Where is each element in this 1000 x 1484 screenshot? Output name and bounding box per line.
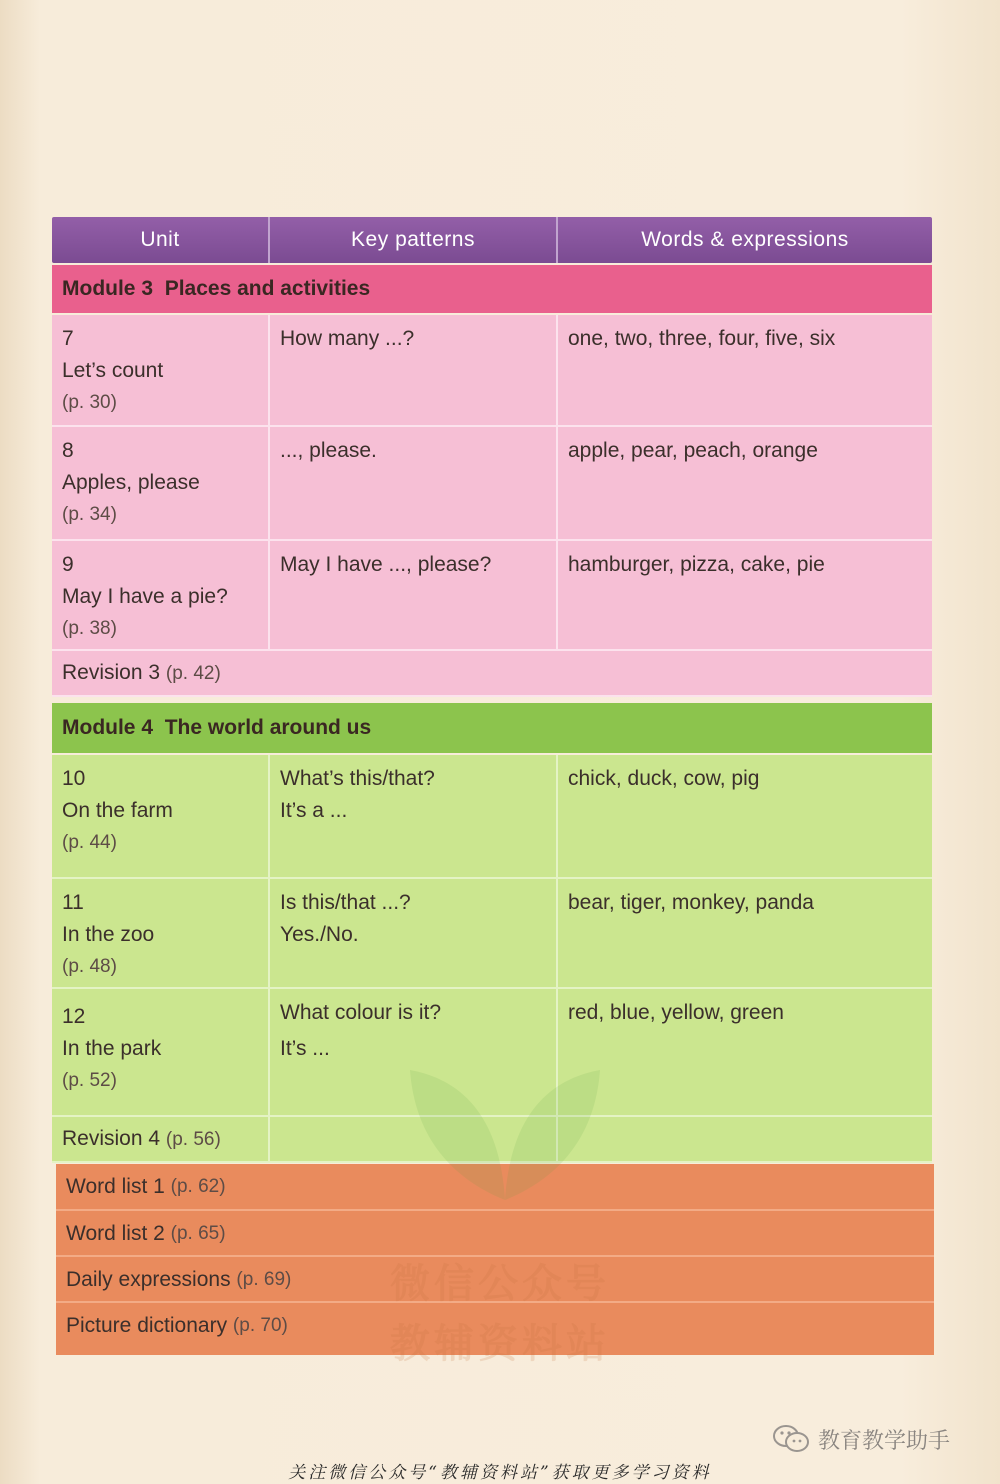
unit-cell	[52, 989, 270, 1115]
unit-page: (p. 48)	[62, 956, 117, 977]
footer-account	[772, 1420, 950, 1458]
unit-title: In the park	[62, 1037, 162, 1060]
table-row-unit-9	[52, 541, 932, 651]
key-pattern: What’s this/that?	[280, 767, 435, 790]
unit-title: Apples, please	[62, 471, 200, 494]
key-patterns-cell	[270, 755, 558, 877]
revision-cell	[52, 651, 932, 695]
leaf-watermark-icon	[395, 1060, 615, 1210]
module-3-header	[52, 265, 932, 313]
appendix-page: (p. 70)	[232, 1315, 288, 1336]
appendix-page: (p. 62)	[170, 1176, 226, 1197]
unit-page: (p. 38)	[62, 618, 117, 639]
footer-account-name: 教育教学助手	[818, 1427, 951, 1453]
unit-page: (p. 34)	[62, 504, 117, 525]
words-cell	[558, 879, 932, 987]
appendix-label: Daily expressions	[66, 1268, 231, 1291]
words: one, two, three, four, five, six	[568, 327, 836, 350]
unit-cell	[52, 541, 270, 649]
revision-label: Revision 3	[62, 661, 161, 684]
table-row-revision-3	[52, 651, 932, 697]
revision-page: (p. 42)	[165, 663, 221, 684]
words: red, blue, yellow, green	[568, 1001, 784, 1024]
unit-cell	[52, 315, 270, 425]
key-patterns-cell	[270, 315, 558, 425]
module-label: Module 4	[62, 716, 154, 739]
table-row-unit-11	[52, 879, 932, 989]
words: apple, pear, peach, orange	[568, 439, 818, 462]
key-pattern: ..., please.	[280, 439, 377, 462]
header-unit: Unit	[52, 217, 270, 263]
unit-title: Let’s count	[62, 359, 164, 382]
header-words-expressions: Words & expressions	[641, 228, 849, 251]
words: bear, tiger, monkey, panda	[568, 891, 814, 914]
key-patterns-cell	[270, 427, 558, 539]
key-pattern: May I have ..., please?	[280, 553, 492, 576]
revision-cell	[52, 1117, 270, 1161]
key-pattern: Yes./No.	[280, 923, 359, 946]
table-header	[52, 217, 932, 263]
appendix-label: Picture dictionary	[66, 1314, 228, 1337]
words-cell	[558, 541, 932, 649]
table-row-unit-10	[52, 755, 932, 879]
key-pattern: What colour is it?	[280, 1001, 442, 1024]
key-patterns-cell	[270, 541, 558, 649]
key-pattern: It’s ...	[280, 1037, 330, 1060]
unit-page: (p. 30)	[62, 392, 117, 413]
key-pattern: How many ...?	[280, 327, 415, 350]
unit-number: 8	[62, 439, 74, 462]
unit-cell	[52, 879, 270, 987]
words-cell	[558, 315, 932, 425]
appendix-page: (p. 65)	[170, 1223, 226, 1244]
unit-title: May I have a pie?	[62, 585, 228, 608]
unit-page: (p. 44)	[62, 832, 117, 853]
module-4-header	[52, 703, 932, 753]
appendix-word-list-2	[56, 1211, 934, 1257]
table-row-unit-8	[52, 427, 932, 541]
unit-title: On the farm	[62, 799, 173, 822]
unit-number: 12	[62, 1005, 86, 1028]
words-cell	[558, 755, 932, 877]
watermark-line-2: 教辅资料站	[390, 1322, 610, 1366]
words: hamburger, pizza, cake, pie	[568, 553, 825, 576]
revision-label: Revision 4	[62, 1127, 161, 1150]
key-pattern: Is this/that ...?	[280, 891, 411, 914]
revision-page: (p. 56)	[165, 1129, 221, 1150]
appendix-label: Word list 2	[66, 1222, 165, 1245]
appendix-page: (p. 69)	[236, 1269, 292, 1290]
table-row-unit-7	[52, 315, 932, 427]
wechat-icon	[772, 1423, 810, 1455]
key-pattern: It’s a ...	[280, 799, 348, 822]
unit-number: 11	[62, 891, 84, 914]
unit-number: 7	[62, 327, 74, 350]
unit-cell	[52, 427, 270, 539]
unit-number: 10	[62, 767, 86, 790]
words-cell	[558, 427, 932, 539]
footer-notice: 关注微信公众号“教辅资料站”获取更多学习资料	[288, 1463, 712, 1483]
unit-page: (p. 52)	[62, 1070, 117, 1091]
module-title: Places and activities	[164, 277, 371, 300]
watermark-line-1: 微信公众号	[390, 1262, 610, 1306]
unit-number: 9	[62, 553, 74, 576]
header-key-patterns: Key patterns	[270, 217, 558, 263]
appendix-label: Word list 1	[66, 1175, 165, 1198]
key-patterns-cell	[270, 879, 558, 987]
module-title: The world around us	[164, 716, 372, 739]
unit-title: In the zoo	[62, 923, 155, 946]
module-label: Module 3	[62, 277, 154, 300]
words: chick, duck, cow, pig	[568, 767, 760, 790]
unit-cell	[52, 755, 270, 877]
